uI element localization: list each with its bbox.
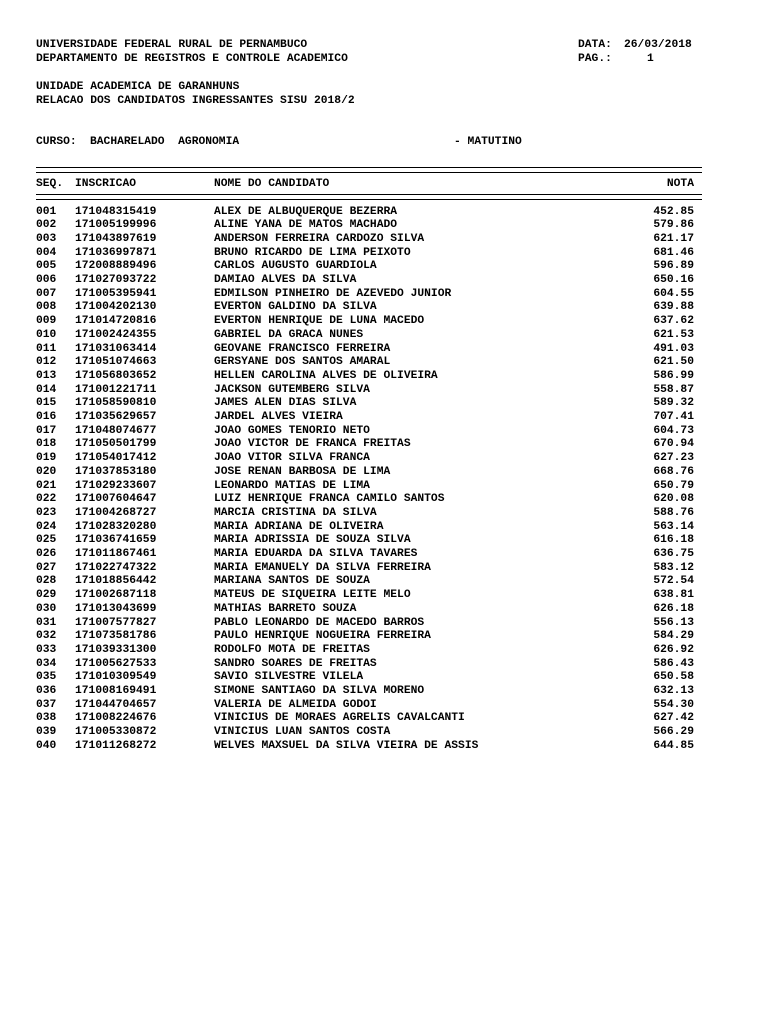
cell-nome: PABLO LEONARDO DE MACEDO BARROS: [214, 616, 425, 629]
table-row: [0, 493, 768, 507]
cell-nota: 644.85: [653, 739, 694, 752]
cell-nota: 579.86: [653, 219, 694, 232]
cell-seq: 005: [36, 260, 57, 273]
cell-seq: 019: [36, 452, 57, 465]
cell-seq: 020: [36, 465, 57, 478]
cell-inscricao: 171011268272: [75, 739, 157, 752]
cell-nome: MARCIA CRISTINA DA SILVA: [214, 506, 377, 519]
cell-seq: 012: [36, 356, 57, 369]
cell-nome: JOAO VICTOR DE FRANCA FREITAS: [214, 438, 411, 451]
cell-inscricao: 171004202130: [75, 301, 157, 314]
cell-nome: MARIA EMANUELY DA SILVA FERREIRA: [214, 561, 431, 574]
cell-nota: 670.94: [653, 438, 694, 451]
table-row: [0, 301, 768, 315]
cell-nota: 588.76: [653, 506, 694, 519]
cell-nome: HELLEN CAROLINA ALVES DE OLIVEIRA: [214, 369, 438, 382]
cell-seq: 013: [36, 369, 57, 382]
cell-nota: 452.85: [653, 205, 694, 218]
table-row: [0, 671, 768, 685]
cell-inscricao: 171048315419: [75, 205, 157, 218]
cell-nota: 627.42: [653, 712, 694, 725]
table-row: [0, 685, 768, 699]
cell-inscricao: 172008889496: [75, 260, 157, 273]
cell-nota: 621.50: [653, 356, 694, 369]
cell-nota: 604.55: [653, 287, 694, 300]
cell-seq: 008: [36, 301, 57, 314]
table-header: [0, 178, 768, 192]
cell-inscricao: 171027093722: [75, 274, 157, 286]
cell-seq: 037: [36, 698, 57, 711]
cell-seq: 011: [36, 342, 57, 355]
cell-nome: GERSYANE DOS SANTOS AMARAL: [214, 356, 391, 369]
cell-nota: 681.46: [653, 246, 694, 259]
cell-nome: DAMIAO ALVES DA SILVA: [214, 274, 357, 286]
cell-seq: 001: [36, 205, 57, 218]
table-row: [0, 617, 768, 631]
cell-inscricao: 171005395941: [75, 287, 157, 300]
page-label: PAG.:: [578, 53, 612, 65]
cell-seq: 033: [36, 643, 57, 656]
cell-inscricao: 171005199996: [75, 219, 157, 232]
cell-seq: 030: [36, 602, 57, 615]
col-header-inscricao: INSCRICAO: [75, 178, 137, 190]
separator-top: [36, 167, 702, 173]
table-row: [0, 630, 768, 644]
table-row: [0, 603, 768, 617]
cell-nota: 584.29: [653, 630, 694, 643]
cell-seq: 022: [36, 493, 57, 506]
cell-seq: 027: [36, 561, 57, 574]
cell-nome: RODOLFO MOTA DE FREITAS: [214, 643, 370, 656]
cell-nome: SAVIO SILVESTRE VILELA: [214, 671, 364, 684]
cell-nome: WELVES MAXSUEL DA SILVA VIEIRA DE ASSIS: [214, 739, 479, 752]
cell-nota: 620.08: [653, 493, 694, 506]
cell-nota: 596.89: [653, 260, 694, 273]
course-shift: - MATUTINO: [454, 136, 522, 148]
cell-nota: 650.58: [653, 671, 694, 684]
cell-seq: 014: [36, 383, 57, 396]
cell-seq: 023: [36, 506, 57, 519]
table-row: [0, 397, 768, 411]
cell-seq: 039: [36, 726, 57, 739]
cell-nota: 621.17: [653, 232, 694, 245]
cell-nota: 650.79: [653, 479, 694, 492]
cell-nome: SANDRO SOARES DE FREITAS: [214, 657, 377, 670]
cell-nome: BRUNO RICARDO DE LIMA PEIXOTO: [214, 246, 411, 259]
report-title: RELACAO DOS CANDIDATOS INGRESSANTES SISU 2018/2: [36, 95, 355, 107]
cell-inscricao: 171050501799: [75, 438, 157, 451]
course-name: BACHARELADO AGRONOMIA: [90, 136, 240, 148]
cell-seq: 002: [36, 219, 57, 232]
cell-seq: 015: [36, 397, 57, 410]
table-row: [0, 370, 768, 384]
cell-nota: 491.03: [653, 342, 694, 355]
cell-nota: 650.16: [653, 274, 694, 286]
cell-seq: 034: [36, 657, 57, 670]
table-row: [0, 438, 768, 452]
cell-nota: 589.32: [653, 397, 694, 410]
page-number: 1: [647, 53, 654, 65]
cell-inscricao: 171054017412: [75, 452, 157, 465]
cell-inscricao: 171028320280: [75, 520, 157, 533]
cell-nota: 637.62: [653, 315, 694, 328]
cell-nome: MARIA ADRISSIA DE SOUZA SILVA: [214, 534, 411, 547]
cell-inscricao: 171036997871: [75, 246, 157, 259]
cell-nota: 638.81: [653, 589, 694, 602]
cell-seq: 040: [36, 739, 57, 752]
cell-inscricao: 171022747322: [75, 561, 157, 574]
cell-seq: 029: [36, 589, 57, 602]
cell-inscricao: 171037853180: [75, 465, 157, 478]
table-row: [0, 219, 768, 233]
cell-seq: 026: [36, 548, 57, 560]
cell-inscricao: 171007604647: [75, 493, 157, 506]
cell-nota: 626.18: [653, 602, 694, 615]
cell-inscricao: 171043897619: [75, 232, 157, 245]
cell-nome: LEONARDO MATIAS DE LIMA: [214, 479, 370, 492]
table-row: [0, 712, 768, 726]
cell-nome: MARIANA SANTOS DE SOUZA: [214, 575, 370, 588]
cell-seq: 004: [36, 246, 57, 259]
table-row: [0, 384, 768, 398]
cell-seq: 017: [36, 424, 57, 437]
cell-nome: MATEUS DE SIQUEIRA LEITE MELO: [214, 589, 411, 602]
table-row: [0, 288, 768, 302]
cell-nome: JAMES ALEN DIAS SILVA: [214, 397, 357, 410]
separator-header: [36, 194, 702, 200]
cell-seq: 031: [36, 616, 57, 629]
cell-nota: 632.13: [653, 685, 694, 697]
cell-inscricao: 171044704657: [75, 698, 157, 711]
cell-inscricao: 171008169491: [75, 685, 157, 697]
table-row: [0, 247, 768, 261]
table-row: [0, 507, 768, 521]
table-row: [0, 274, 768, 288]
department-name: DEPARTAMENTO DE REGISTROS E CONTROLE ACADEMICO: [36, 53, 348, 65]
table-row: [0, 726, 768, 740]
cell-nome: MATHIAS BARRETO SOUZA: [214, 602, 357, 615]
table-row: [0, 452, 768, 466]
cell-seq: 016: [36, 411, 57, 423]
cell-nota: 668.76: [653, 465, 694, 478]
table-row: [0, 658, 768, 672]
cell-nota: 604.73: [653, 424, 694, 437]
table-row: [0, 521, 768, 535]
cell-nome: GEOVANE FRANCISCO FERREIRA: [214, 342, 391, 355]
cell-nome: PAULO HENRIQUE NOGUEIRA FERREIRA: [214, 630, 431, 643]
cell-nome: EVERTON GALDINO DA SILVA: [214, 301, 377, 314]
cell-nome: VALERIA DE ALMEIDA GODOI: [214, 698, 377, 711]
cell-inscricao: 171029233607: [75, 479, 157, 492]
cell-seq: 018: [36, 438, 57, 451]
cell-nome: VINICIUS DE MORAES AGRELIS CAVALCANTI: [214, 712, 465, 725]
cell-nota: 621.53: [653, 328, 694, 341]
cell-nota: 616.18: [653, 534, 694, 547]
table-row: [0, 534, 768, 548]
table-row: [0, 343, 768, 357]
cell-inscricao: 171005627533: [75, 657, 157, 670]
cell-seq: 006: [36, 274, 57, 286]
cell-seq: 036: [36, 685, 57, 697]
cell-inscricao: 171002687118: [75, 589, 157, 602]
cell-inscricao: 171031063414: [75, 342, 157, 355]
cell-nome: ANDERSON FERREIRA CARDOZO SILVA: [214, 232, 425, 245]
cell-nota: 636.75: [653, 548, 694, 560]
cell-seq: 021: [36, 479, 57, 492]
cell-inscricao: 171036741659: [75, 534, 157, 547]
table-row: [0, 644, 768, 658]
date-value: 26/03/2018: [624, 39, 692, 51]
cell-inscricao: 171058590810: [75, 397, 157, 410]
cell-inscricao: 171073581786: [75, 630, 157, 643]
cell-nota: 586.43: [653, 657, 694, 670]
cell-nota: 563.14: [653, 520, 694, 533]
cell-inscricao: 171002424355: [75, 328, 157, 341]
cell-nome: ALINE YANA DE MATOS MACHADO: [214, 219, 398, 232]
cell-nota: 572.54: [653, 575, 694, 588]
cell-seq: 032: [36, 630, 57, 643]
col-header-nota: NOTA: [666, 178, 694, 190]
cell-seq: 007: [36, 287, 57, 300]
cell-inscricao: 171004268727: [75, 506, 157, 519]
col-header-seq: SEQ.: [36, 178, 64, 190]
academic-unit: UNIDADE ACADEMICA DE GARANHUNS: [36, 81, 240, 93]
cell-inscricao: 171039331300: [75, 643, 157, 656]
cell-inscricao: 171010309549: [75, 671, 157, 684]
university-name: UNIVERSIDADE FEDERAL RURAL DE PERNAMBUCO: [36, 39, 308, 51]
cell-inscricao: 171008224676: [75, 712, 157, 725]
table-row: [0, 548, 768, 562]
table-row: [0, 315, 768, 329]
table-row: [0, 425, 768, 439]
cell-nota: 558.87: [653, 383, 694, 396]
cell-seq: 010: [36, 328, 57, 341]
table-row: [0, 356, 768, 370]
cell-nota: 627.23: [653, 452, 694, 465]
cell-inscricao: 171007577827: [75, 616, 157, 629]
cell-nome: ALEX DE ALBUQUERQUE BEZERRA: [214, 205, 398, 218]
table-row: [0, 740, 768, 754]
cell-inscricao: 171001221711: [75, 383, 157, 396]
cell-seq: 038: [36, 712, 57, 725]
cell-nota: 554.30: [653, 698, 694, 711]
cell-nome: JOSE RENAN BARBOSA DE LIMA: [214, 465, 391, 478]
cell-nome: MARIA EDUARDA DA SILVA TAVARES: [214, 548, 418, 560]
table-row: [0, 411, 768, 425]
cell-inscricao: 171011867461: [75, 548, 157, 560]
cell-nota: 566.29: [653, 726, 694, 739]
date-label: DATA:: [578, 39, 612, 51]
cell-nome: LUIZ HENRIQUE FRANCA CAMILO SANTOS: [214, 493, 445, 506]
cell-nota: 626.92: [653, 643, 694, 656]
table-row: [0, 480, 768, 494]
cell-seq: 028: [36, 575, 57, 588]
table-row: [0, 206, 768, 220]
cell-nota: 586.99: [653, 369, 694, 382]
cell-nome: GABRIEL DA GRACA NUNES: [214, 328, 364, 341]
cell-nota: 556.13: [653, 616, 694, 629]
cell-nome: JOAO GOMES TENORIO NETO: [214, 424, 370, 437]
cell-inscricao: 171051074663: [75, 356, 157, 369]
cell-nome: JARDEL ALVES VIEIRA: [214, 411, 343, 423]
table-row: [0, 233, 768, 247]
cell-nome: MARIA ADRIANA DE OLIVEIRA: [214, 520, 384, 533]
cell-nota: 639.88: [653, 301, 694, 314]
course-label: CURSO:: [36, 136, 77, 148]
cell-nome: EDMILSON PINHEIRO DE AZEVEDO JUNIOR: [214, 287, 452, 300]
cell-nome: EVERTON HENRIQUE DE LUNA MACEDO: [214, 315, 425, 328]
table-row: [0, 260, 768, 274]
cell-nome: JOAO VITOR SILVA FRANCA: [214, 452, 370, 465]
cell-nota: 707.41: [653, 411, 694, 423]
col-header-nome: NOME DO CANDIDATO: [214, 178, 330, 190]
table-row: [0, 466, 768, 480]
cell-seq: 025: [36, 534, 57, 547]
cell-inscricao: 171014720816: [75, 315, 157, 328]
cell-inscricao: 171048074677: [75, 424, 157, 437]
cell-inscricao: 171013043699: [75, 602, 157, 615]
cell-nome: VINICIUS LUAN SANTOS COSTA: [214, 726, 391, 739]
cell-seq: 024: [36, 520, 57, 533]
cell-seq: 035: [36, 671, 57, 684]
cell-nome: CARLOS AUGUSTO GUARDIOLA: [214, 260, 377, 273]
table-row: [0, 575, 768, 589]
table-row: [0, 562, 768, 576]
cell-inscricao: 171056803652: [75, 369, 157, 382]
cell-seq: 009: [36, 315, 57, 328]
cell-seq: 003: [36, 232, 57, 245]
cell-nome: JACKSON GUTEMBERG SILVA: [214, 383, 370, 396]
table-row: [0, 699, 768, 713]
cell-inscricao: 171018856442: [75, 575, 157, 588]
table-row: [0, 329, 768, 343]
cell-inscricao: 171005330872: [75, 726, 157, 739]
cell-inscricao: 171035629657: [75, 411, 157, 423]
table-row: [0, 589, 768, 603]
cell-nota: 583.12: [653, 561, 694, 574]
cell-nome: SIMONE SANTIAGO DA SILVA MORENO: [214, 685, 425, 697]
